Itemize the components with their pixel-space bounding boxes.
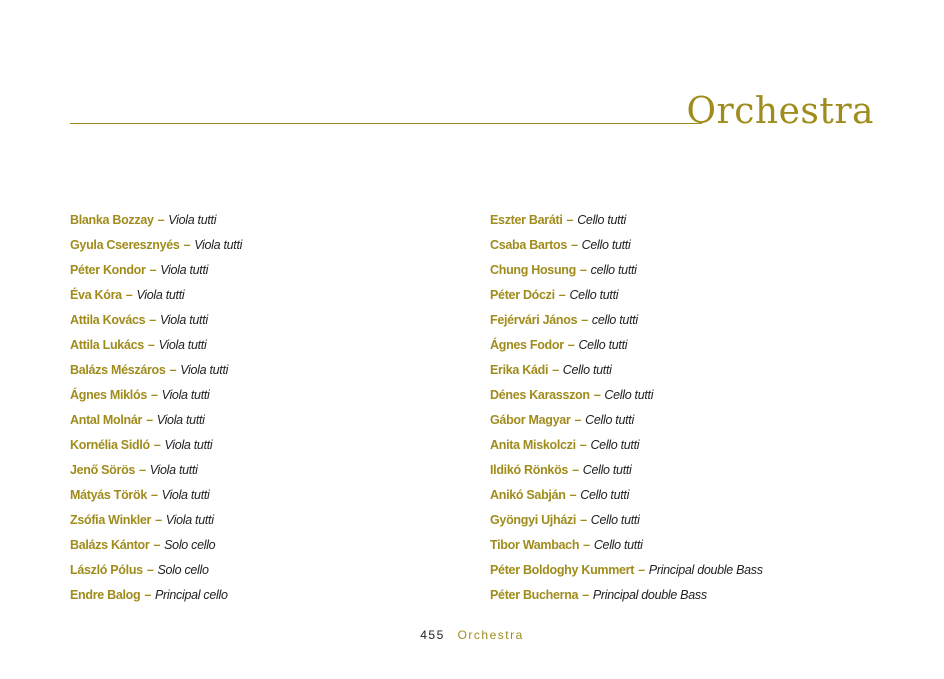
separator-dash: – [571,238,578,252]
member-name: Balázs Mészáros [70,363,166,377]
member-role: Viola tutti [180,363,229,377]
member-list-right [490,208,763,608]
separator-dash: – [593,388,601,402]
member-entry [70,233,242,258]
member-role: cello tutti [591,313,638,327]
member-role: Viola tutti [159,313,208,327]
member-list-left [70,208,242,608]
member-entry [490,208,763,233]
separator-dash: – [149,313,156,327]
member-role: Cello tutti [578,338,628,352]
page-footer [0,628,944,642]
member-entry [490,583,763,608]
member-name: Attila Kovács [70,313,146,327]
member-role: Cello tutti [582,463,632,477]
member-entry [490,358,763,383]
member-role: Viola tutti [136,288,185,302]
separator-dash: – [579,263,587,277]
separator-dash: – [572,463,579,477]
member-entry [70,433,242,458]
separator-dash: – [569,488,577,502]
separator-dash: – [582,588,589,602]
member-name: Éva Kóra [70,288,122,302]
member-role: Viola tutti [158,338,207,352]
member-name: Gábor Magyar [490,413,571,427]
separator-dash: – [567,338,575,352]
member-role: Cello tutti [580,488,630,502]
member-name: Fejérvári János [490,313,578,327]
member-name: Chung Hosung [490,263,576,277]
member-role: Viola tutti [160,263,209,277]
member-name: Blanka Bozzay [70,213,154,227]
member-name: Péter Dóczi [490,288,555,302]
member-name: Mátyás Török [70,488,147,502]
separator-dash: – [147,338,155,352]
member-entry [490,433,763,458]
member-name: Péter Kondor [70,263,146,277]
page-title: Orchestra [686,91,874,132]
member-entry [490,533,763,558]
member-role: Principal double Bass [592,588,707,602]
separator-dash: – [146,413,153,427]
separator-dash: – [638,563,645,577]
member-name: Péter Boldoghy Kummert [490,563,635,577]
member-name: László Pólus [70,563,143,577]
member-role: Viola tutti [156,413,205,427]
member-entry [70,458,242,483]
member-role: Cello tutti [577,213,626,227]
member-role: Solo cello [164,538,216,552]
footer-section-title: Orchestra [457,628,524,642]
separator-dash: – [139,463,146,477]
page-number: 455 [420,628,445,642]
member-role: Cello tutti [569,288,619,302]
member-name: Ágnes Miklós [70,388,147,402]
member-entry [490,508,763,533]
member-entry [490,258,763,283]
member-name: Csaba Bartos [490,238,567,252]
member-name: Erika Kádi [490,363,549,377]
member-name: Ildikó Rönkös [490,463,569,477]
member-name: Kornélia Sidló [70,438,150,452]
member-entry [70,308,242,333]
member-name: Balázs Kántor [70,538,150,552]
member-entry [70,483,242,508]
separator-dash: – [155,513,162,527]
member-name: Tibor Wambach [490,538,580,552]
member-role: Cello tutti [604,388,654,402]
member-role: cello tutti [590,263,637,277]
separator-dash: – [558,288,566,302]
member-entry [70,408,242,433]
member-role: Viola tutti [165,513,214,527]
member-role: Cello tutti [590,513,640,527]
member-role: Viola tutti [161,488,210,502]
member-role: Viola tutti [194,238,243,252]
separator-dash: – [566,213,574,227]
member-name: Endre Balog [70,588,141,602]
member-entry [70,283,242,308]
separator-dash: – [125,288,133,302]
separator-dash: – [580,513,587,527]
separator-dash: – [552,363,559,377]
member-entry [490,333,763,358]
separator-dash: – [150,388,158,402]
separator-dash: – [149,263,157,277]
member-role: Viola tutti [161,388,210,402]
separator-dash: – [574,413,582,427]
member-name: Gyöngyi Ujházi [490,513,577,527]
member-role: Viola tutti [168,213,217,227]
member-entry [70,358,242,383]
member-name: Péter Bucherna [490,588,579,602]
separator-dash: – [169,363,177,377]
separator-dash: – [153,438,161,452]
member-entry [490,283,763,308]
member-name: Anikó Sabján [490,488,566,502]
member-role: Cello tutti [581,238,631,252]
member-entry [70,583,242,608]
member-name: Jenő Sörös [70,463,136,477]
member-name: Dénes Karasszon [490,388,590,402]
member-role: Cello tutti [593,538,643,552]
separator-dash: – [183,238,191,252]
member-role: Cello tutti [590,438,640,452]
member-name: Anita Miskolczi [490,438,576,452]
separator-dash: – [150,488,158,502]
member-entry [70,558,242,583]
member-role: Principal cello [154,588,228,602]
member-role: Viola tutti [164,438,213,452]
member-entry [490,483,763,508]
member-entry [490,558,763,583]
member-role: Cello tutti [562,363,612,377]
member-name: Antal Molnár [70,413,143,427]
member-name: Ágnes Fodor [490,338,564,352]
member-entry [70,208,242,233]
separator-dash: – [583,538,590,552]
member-entry [70,533,242,558]
member-role: Solo cello [157,563,209,577]
separator-dash: – [146,563,154,577]
member-role: Principal double Bass [648,563,763,577]
member-entry [70,333,242,358]
member-name: Gyula Cseresznyés [70,238,180,252]
separator-dash: – [144,588,151,602]
member-name: Eszter Baráti [490,213,563,227]
member-name: Zsófia Winkler [70,513,152,527]
member-role: Cello tutti [585,413,634,427]
member-entry [490,458,763,483]
member-entry [490,233,763,258]
member-entry [490,408,763,433]
separator-dash: – [157,213,165,227]
member-role: Viola tutti [149,463,198,477]
member-entry [70,258,242,283]
separator-dash: – [153,538,161,552]
separator-dash: – [579,438,587,452]
member-entry [490,383,763,408]
member-entry [70,508,242,533]
member-name: Attila Lukács [70,338,144,352]
separator-dash: – [581,313,588,327]
member-entry [70,383,242,408]
member-entry [490,308,763,333]
header-rule [70,123,702,124]
